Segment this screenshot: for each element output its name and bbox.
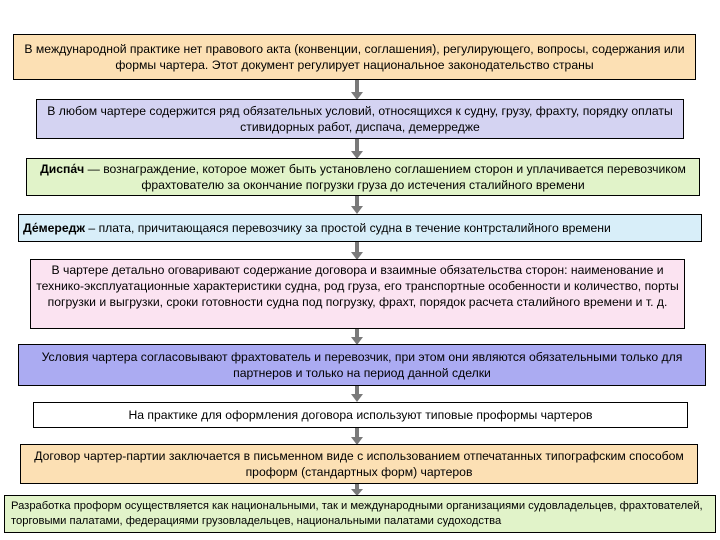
- arrow-down-icon: [351, 196, 363, 214]
- box-written-contract: [20, 444, 698, 484]
- arrow-down-icon: [351, 80, 363, 100]
- arrow-down-icon: [351, 428, 363, 445]
- arrow-down-icon: [351, 242, 363, 260]
- term-demurrage: Де́мередж: [23, 221, 86, 235]
- box-dispatch-definition: [26, 158, 700, 196]
- box-proforma-developers: [4, 495, 716, 533]
- box-international-practice: [13, 34, 696, 80]
- term-dispatch: Диспа́ч: [40, 162, 85, 176]
- arrow-down-icon: [351, 139, 363, 159]
- box-written-contract-text: Договор чартер-партии заключается в письменном виде с использованием отпечатанных типографским способом проформ (стандартных форм) чартеров: [34, 449, 684, 479]
- box-mandatory-conditions-text: В любом чартере содержится ряд обязательных условий, относящихся к судну, грузу, фрахту, порядку оплаты стивидорных работ, диспача, демерредже: [47, 104, 673, 134]
- box-demurrage-definition-text: – плата, причитающаяся перевозчику за простой судна в течение контрсталийного времени: [85, 221, 611, 235]
- box-charter-agreement-text: Условия чартера согласовывают фрахтователь и перевозчик, при этом они являются обязательными только для партнеров и только на период данной сделки: [41, 350, 683, 380]
- box-standard-proformas: [33, 402, 688, 428]
- box-proforma-developers-text: Разработка проформ осуществляется как национальными, так и международными организациями судовладельцев, фрахтователей, торговыми палатами, федерациями грузовладельцев, национальными палатами судоходства: [11, 500, 703, 527]
- box-international-practice-text: В международной практике нет правового акта (конвенции, соглашения), регулирующего, вопросы, содержания или формы чартера. Этот документ регулирует национальное законодательство страны: [24, 42, 685, 72]
- box-mandatory-conditions: [36, 99, 684, 139]
- arrow-down-icon: [351, 386, 363, 402]
- box-demurrage-definition: [18, 214, 702, 242]
- box-charter-contents: [30, 259, 685, 329]
- box-charter-agreement: [18, 344, 706, 386]
- box-dispatch-definition-text: — вознаграждение, которое может быть установлено соглашением сторон и уплачивается перевозчиком фрахтователю за окончание погрузки груза до истечения сталийного времени: [84, 162, 686, 192]
- box-charter-contents-text: В чартере детально оговаривают содержание договора и взаимные обязательства сторон: наименование и технико-эксплуатационные характеристики судна, род груза, его транспортные особенности и количество, порты погрузки и выгрузки, сроки готовности судна под погрузку, фрахт, порядок расчета сталийного времени и т. д.: [36, 263, 679, 309]
- arrow-down-icon: [351, 329, 363, 345]
- box-standard-proformas-text: На практике для оформления договора используют типовые проформы чартеров: [128, 408, 593, 422]
